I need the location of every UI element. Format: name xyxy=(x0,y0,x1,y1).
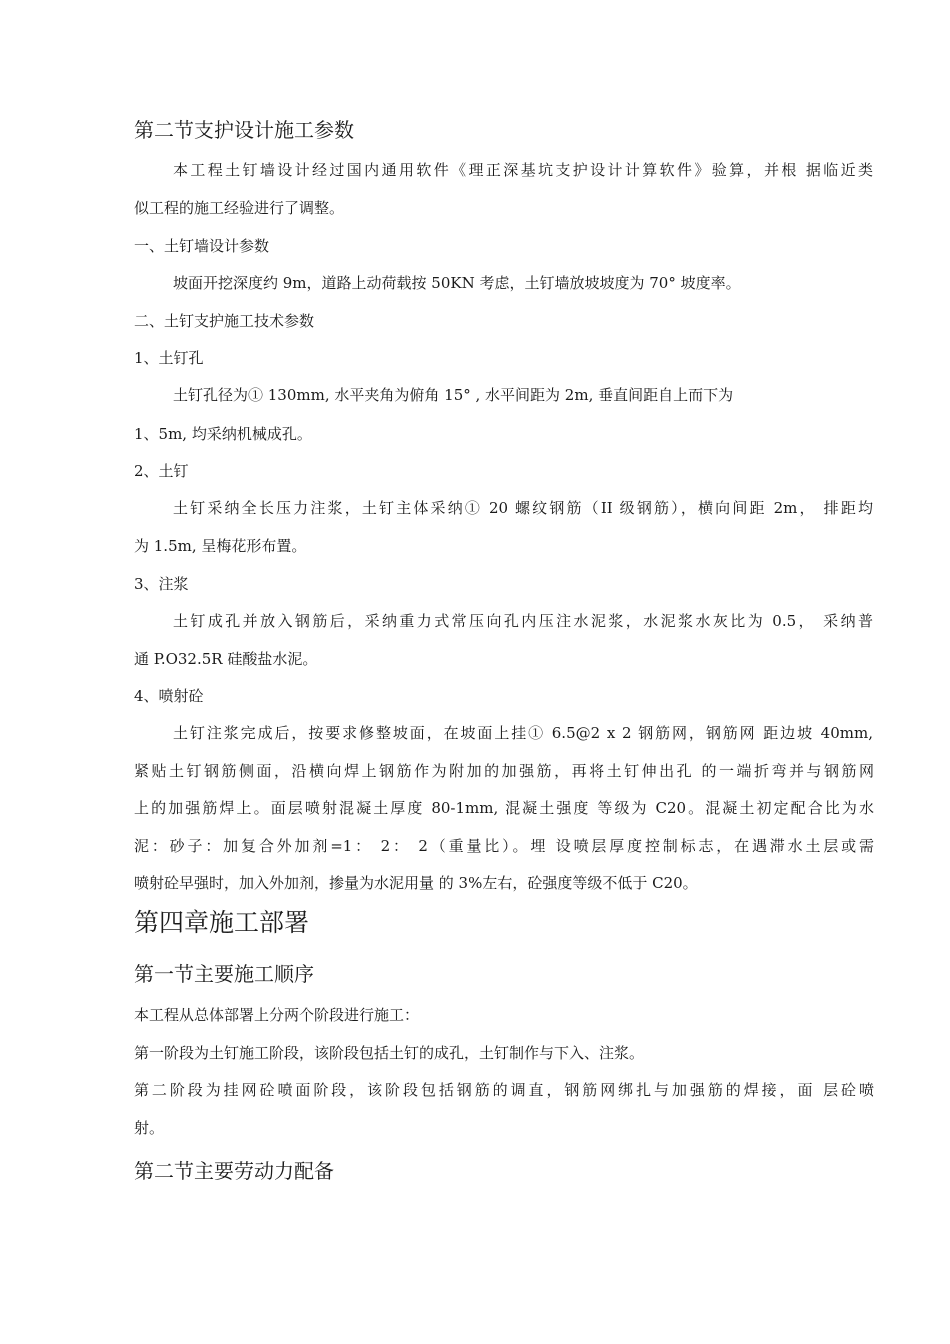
paragraph-line: 通 P.O32.5R 硅酸盐水泥。 xyxy=(134,650,318,668)
item-heading: 1、土钉孔 xyxy=(134,349,204,367)
paragraph-line: 坡面开挖深度约 9m，道路上动荷载按 50KN 考虑，土钉墙放坡坡度为 70° 坡度率。 xyxy=(173,274,741,292)
paragraph-line: 射。 xyxy=(134,1119,165,1137)
section-title: 第二节主要劳动力配备 xyxy=(134,1159,334,1183)
section-title: 第二节支护设计施工参数 xyxy=(134,118,354,142)
section-title: 第一节主要施工顺序 xyxy=(134,962,314,986)
paragraph-line: 土钉采纳全长压力注浆，土钉主体采纳① 20 螺纹钢筋（II 级钢筋），横向间距 2m， 排距均 xyxy=(173,499,873,517)
subheading: 二、土钉支护施工技术参数 xyxy=(134,312,315,330)
paragraph-line: 泥：砂子：加复合外加剂=1： 2： 2（重量比）。埋 设喷层厚度控制标志，在遇滞水土层或需 xyxy=(134,837,874,855)
paragraph-line: 第二阶段为挂网砼喷面阶段，该阶段包括钢筋的调直，钢筋网绑扎与加强筋的焊接，面 层砼喷 xyxy=(134,1081,874,1099)
paragraph-line: 上的加强筋焊上。面层喷射混凝土厚度 80-1mm, 混凝土强度 等级为 C20。混凝土初定配合比为水 xyxy=(134,799,874,817)
paragraph-line: 似工程的施工经验进行了调整。 xyxy=(134,199,345,217)
paragraph-line: 第一阶段为土钉施工阶段，该阶段包括土钉的成孔，土钉制作与下入、注浆。 xyxy=(134,1044,645,1062)
paragraph-line: 本工程土钉墙设计经过国内通用软件《理正深基坑支护设计计算软件》验算，并根 据临近类 xyxy=(173,161,873,179)
paragraph-line: 喷射砼早强时，加入外加剂，掺量为水泥用量 的 3%左右，砼强度等级不低于 C20。 xyxy=(134,874,698,892)
paragraph-line: 土钉成孔并放入钢筋后，采纳重力式常压向孔内压注水泥浆，水泥浆水灰比为 0.5， 采纳普 xyxy=(173,612,873,630)
item-heading: 3、注浆 xyxy=(134,575,189,593)
paragraph-line: 土钉注浆完成后，按要求修整坡面，在坡面上挂① 6.5@2 x 2 钢筋网，钢筋网 距边坡 40mm, xyxy=(173,724,873,742)
paragraph-line: 紧贴土钉钢筋侧面，沿横向焊上钢筋作为附加的加强筋，再将土钉伸出孔 的一端折弯并与钢筋网 xyxy=(134,762,874,780)
subheading: 一、土钉墙设计参数 xyxy=(134,237,270,255)
paragraph-line: 为 1.5m, 呈梅花形布置。 xyxy=(134,537,307,555)
paragraph-line: 本工程从总体部署上分两个阶段进行施工： xyxy=(134,1006,420,1024)
paragraph-line: 1、5m, 均采纳机械成孔。 xyxy=(134,425,312,443)
paragraph-line: 土钉孔径为① 130mm, 水平夹角为俯角 15° , 水平间距为 2m, 垂直间距自上而下为 xyxy=(173,386,734,404)
item-heading: 4、喷射砼 xyxy=(134,687,204,705)
item-heading: 2、土钉 xyxy=(134,462,189,480)
chapter-title: 第四章施工部署 xyxy=(134,908,310,937)
